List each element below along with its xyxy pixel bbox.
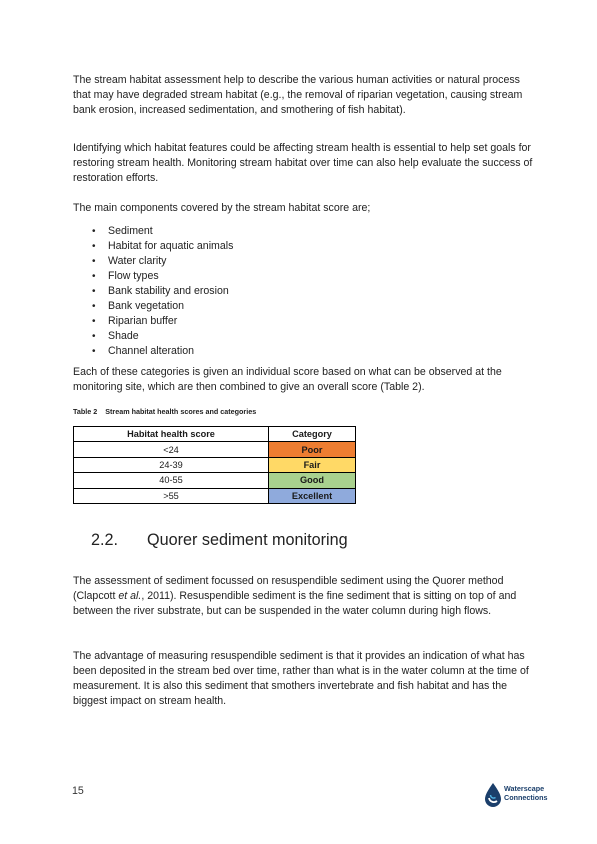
header-score: Habitat health score xyxy=(74,427,269,442)
goals-paragraph: Identifying which habitat features could be affecting stream health is essential to help set goals for restoring stream health. Monitoring stream habitat over time can also help evaluate the success of restoration efforts. xyxy=(73,142,533,185)
score-cell: 40-55 xyxy=(74,473,269,488)
category-cell: Fair xyxy=(269,457,356,472)
quorer-method-paragraph xyxy=(73,574,533,619)
table-caption-text: Stream habitat health scores and categories xyxy=(105,407,257,416)
advantage-paragraph: The advantage of measuring resuspendible sediment is that it provides an indication of what has been deposited in the stream bed over time, rather than what is in the water column at the time of measurement. It is also this sediment that smothers invertebrate and fish habitat and has the biggest impact on stream health. xyxy=(73,650,529,708)
list-item: • Shade xyxy=(92,329,233,344)
components-list xyxy=(92,224,233,359)
section-number: 2.2. xyxy=(91,531,119,549)
logo-line1: Waterscape xyxy=(504,784,545,793)
category-cell: Good xyxy=(269,473,356,488)
list-item: • Bank vegetation xyxy=(92,299,233,314)
list-item: • Habitat for aquatic animals xyxy=(92,239,233,254)
components-intro: The main components covered by the stream habitat score are; xyxy=(73,202,371,214)
table-caption xyxy=(73,407,256,416)
water-drop-icon xyxy=(484,782,502,808)
table-header-row xyxy=(74,427,356,442)
habitat-score-table xyxy=(73,426,356,504)
waterscape-logo xyxy=(484,782,564,810)
text-run: The assessment of sediment focussed on resuspendible sediment using the Quorer method (Clapcott xyxy=(73,575,504,603)
list-item: • Riparian buffer xyxy=(92,314,233,329)
list-item: • Sediment xyxy=(92,224,233,239)
category-cell: Excellent xyxy=(269,488,356,503)
table-row xyxy=(74,457,356,472)
table-caption-number: Table 2 xyxy=(73,407,98,416)
category-cell: Poor xyxy=(269,442,356,457)
table-row xyxy=(74,488,356,503)
italic-text: et al. xyxy=(118,590,142,603)
list-item: • Flow types xyxy=(92,269,233,284)
logo-line2: Connections xyxy=(504,792,548,802)
list-item: • Water clarity xyxy=(92,254,233,269)
page-number: 15 xyxy=(72,785,84,797)
table-row xyxy=(74,473,356,488)
table-row xyxy=(74,442,356,457)
score-cell: 24-39 xyxy=(74,457,269,472)
intro-paragraph: The stream habitat assessment help to describe the various human activities or natural process that may have degraded stream habitat (e.g., the removal of riparian vegetation, causing stream bank erosion, increased sedimentation, and smothering of fish habitat). xyxy=(73,74,523,117)
section-heading xyxy=(91,531,348,550)
header-category: Category xyxy=(269,427,356,442)
text-run: , 2011). Resuspendible sediment is the fine sediment that is sitting on top of and between the river substrate, but can be suspended in the water column during high flows. xyxy=(73,590,517,618)
list-item: • Bank stability and erosion xyxy=(92,284,233,299)
scoring-paragraph: Each of these categories is given an individual score based on what can be observed at the monitoring site, which are then combined to give an overall score (Table 2). xyxy=(73,366,502,394)
section-title: Quorer sediment monitoring xyxy=(147,531,348,549)
logo-wordmark xyxy=(504,785,548,802)
score-cell: <24 xyxy=(74,442,269,457)
score-cell: >55 xyxy=(74,488,269,503)
list-item: • Channel alteration xyxy=(92,344,233,359)
